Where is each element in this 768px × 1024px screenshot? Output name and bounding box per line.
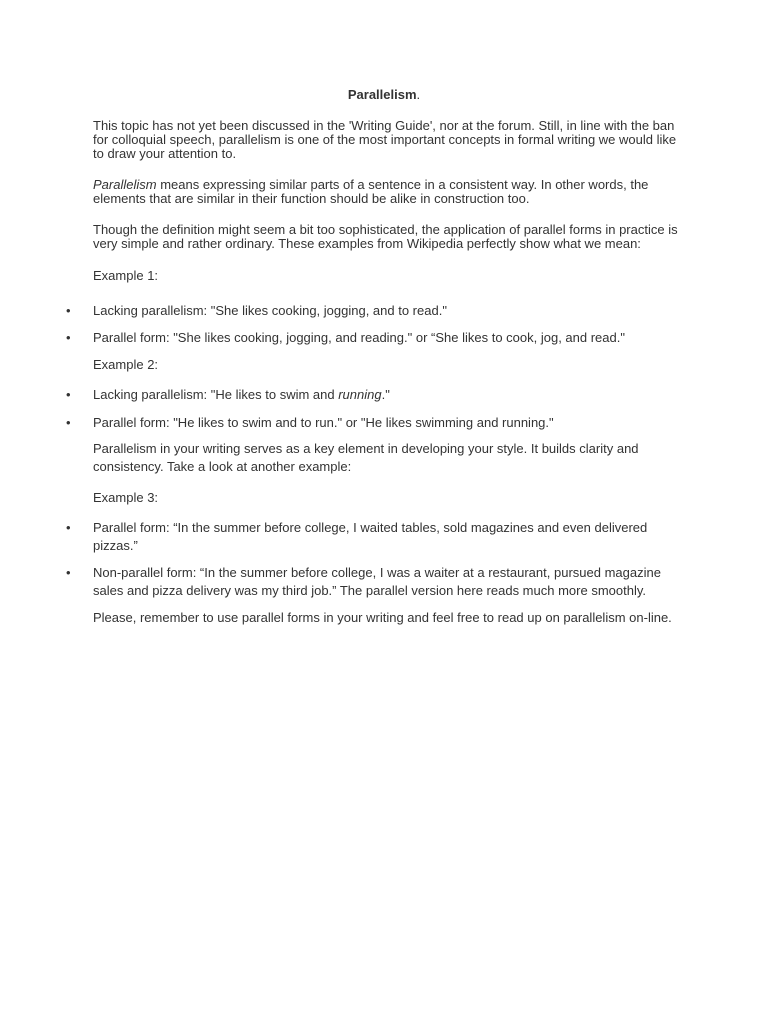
example-3-bullet-1: Parallel form: “In the summer before college, I waited tables, sold magazines and even delivered pizzas.” bbox=[93, 520, 648, 553]
bullet-icon: • bbox=[66, 387, 71, 402]
example-3-bullet-2: Non-parallel form: “In the summer before college, I was a waiter at a restaurant, pursued magazine sales and pizza delivery was my third job.” The parallel version here reads much more smoothly. bbox=[93, 565, 661, 598]
example-2-bullet-2: Parallel form: "He likes to swim and to run." or "He likes swimming and running." bbox=[93, 415, 554, 430]
example-1-bullet-1: Lacking parallelism: "She likes cooking, jogging, and to read." bbox=[93, 303, 447, 318]
intro-paragraph: This topic has not yet been discussed in the 'Writing Guide', nor at the forum. Still, in line with the ban for colloquial speech, parallelism is one of the most important concepts in formal writing we would like to draw your attention to. bbox=[93, 118, 677, 161]
closing-paragraph: Please, remember to use parallel forms in your writing and feel free to read up on parallelism on-line. bbox=[93, 610, 672, 625]
bullet-icon: • bbox=[66, 415, 71, 430]
bullet-icon: • bbox=[66, 330, 71, 345]
example-1-label: Example 1: bbox=[93, 268, 159, 283]
bullet-text-italic: running bbox=[338, 387, 382, 402]
example-2-label: Example 2: bbox=[93, 357, 159, 372]
example-2-bullet-1 bbox=[93, 386, 683, 404]
bullet-icon: • bbox=[66, 303, 71, 318]
definition-term: Parallelism bbox=[93, 177, 157, 192]
explanation-paragraph: Though the definition might seem a bit too sophisticated, the application of parallel forms in practice is very simple and rather ordinary. These examples from Wikipedia perfectly show what we mean: bbox=[93, 222, 678, 251]
bullet-icon: • bbox=[66, 565, 71, 580]
example-3-label: Example 3: bbox=[93, 490, 159, 505]
definition-text: means expressing similar parts of a sentence in a consistent way. In other words, the elements that are similar in their function should be alike in construction too. bbox=[93, 177, 649, 206]
bullet-icon: • bbox=[66, 520, 71, 535]
title-text: Parallelism bbox=[347, 87, 417, 102]
title-period: . bbox=[416, 87, 421, 102]
document-title bbox=[0, 87, 768, 103]
example-1-bullet-2: Parallel form: "She likes cooking, jogging, and reading." or “She likes to cook, jog, and read." bbox=[93, 330, 625, 345]
definition-paragraph bbox=[93, 178, 683, 206]
style-paragraph: Parallelism in your writing serves as a key element in developing your style. It builds clarity and consistency. Take a look at another example: bbox=[93, 441, 639, 474]
bullet-text-end: ." bbox=[381, 387, 390, 402]
bullet-text-start: Lacking parallelism: "He likes to swim and bbox=[93, 387, 339, 402]
